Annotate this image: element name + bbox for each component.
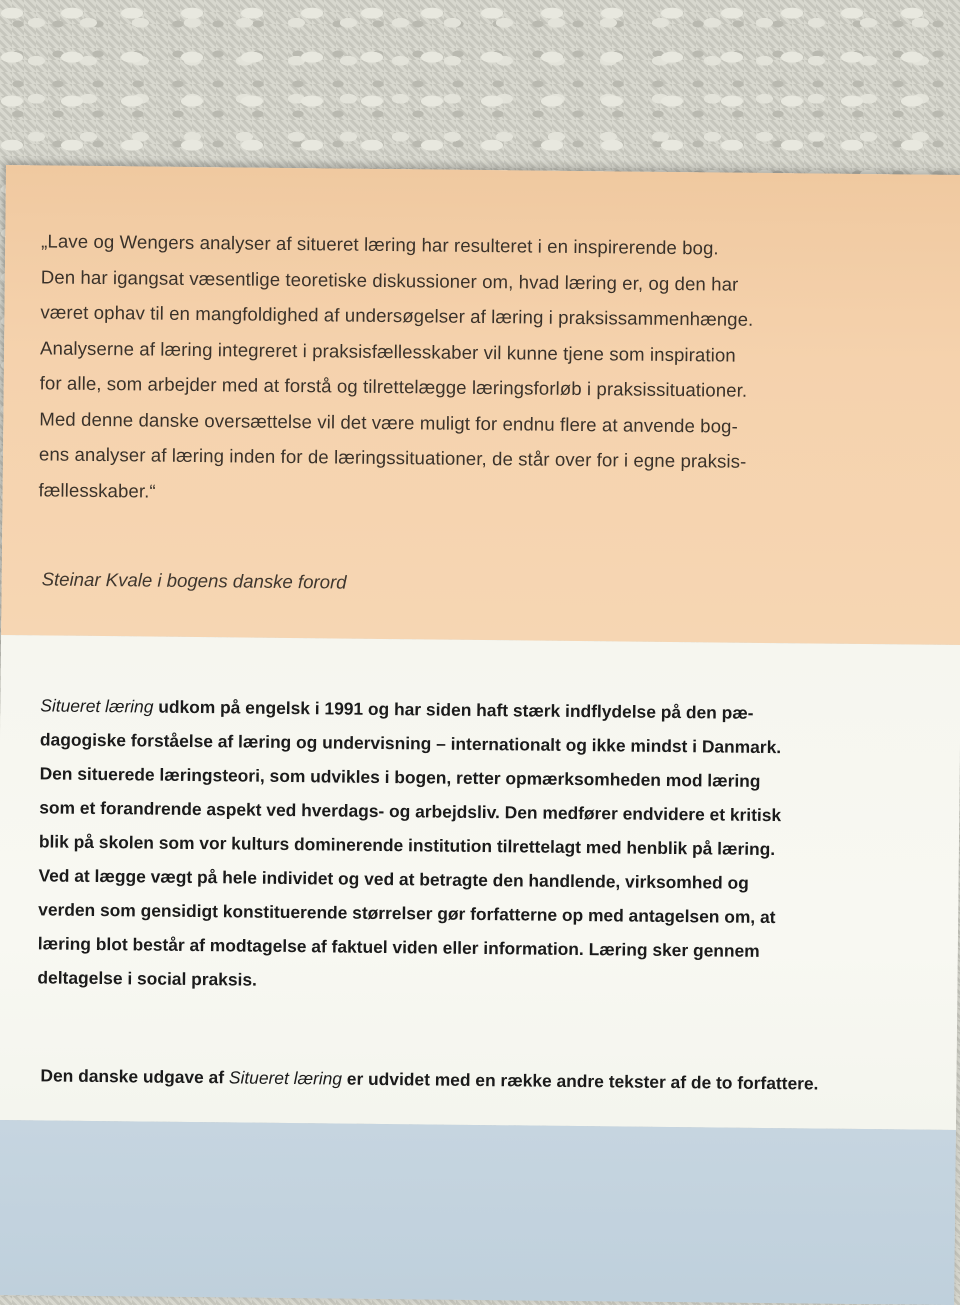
- edition-note-after: er udvidet med en række andre tekster af de to forfattere.: [341, 1068, 819, 1094]
- description-line: dagogiske forståelse af læring og undervisning – internationalt og ikke mindst i Danmark.: [39, 729, 782, 758]
- quote-line: Analyserne af læring integreret i praksisfællesskaber vil kunne tjene som inspiration: [39, 336, 736, 366]
- description-line: verden som gensidigt konstituerende størrelser gør forfatterne op med antagelsen om, at: [38, 899, 776, 928]
- quote-line: „Lave og Wengers analyser af situeret læring har resulteret i en inspirerende bog.: [41, 230, 719, 259]
- edition-note-before: Den danske udgave af: [40, 1065, 230, 1088]
- description-line: læring blot består af modtagelse af faktuel viden eller information. Læring sker gennem: [37, 933, 760, 961]
- quote-line: fællesskaber.“: [38, 478, 156, 502]
- book-description: [37, 688, 920, 1003]
- quote-line: Den har igangsat væsentlige teoretiske diskussioner om, hvad læring er, og den har: [40, 265, 739, 295]
- quote-line: været ophav til en mangfoldighed af undersøgelser af læring i praksissammenhænge.: [40, 301, 754, 330]
- book-back-cover: [0, 165, 960, 1305]
- quote-line: ens analyser af læring inden for de læringssituationer, de står over for i egne praksis-: [38, 443, 747, 472]
- description-line-rest: udkom på engelsk i 1991 og har siden haft stærk indflydelse på den pæ-: [153, 696, 754, 723]
- cover-band-blue: [0, 1120, 956, 1305]
- description-line: blik på skolen som vor kulturs dominerende institution tilrettelagt med henblik på læring.: [38, 831, 776, 860]
- description-line: Den situerede læringsteori, som udvikles i bogen, retter opmærksomheden mod læring: [39, 763, 761, 791]
- quote-attribution: Steinar Kvale i bogens danske forord: [41, 568, 347, 593]
- quote-line: for alle, som arbejder med at forstå og tilrettelægge læringsforløb i praksissituationer.: [39, 372, 748, 401]
- book-title: Situeret læring: [40, 695, 154, 717]
- description-line: deltagelse i social praksis.: [37, 967, 258, 990]
- quote-line: Med denne danske oversættelse vil det være muligt for endnu flere at anvende bog-: [39, 407, 738, 437]
- blurb-quote: [38, 223, 901, 516]
- description-line: som et forandrende aspekt ved hverdags- og arbejdsliv. Den medfører endvidere et kritisk: [39, 797, 782, 826]
- book-title: Situeret læring: [228, 1067, 343, 1089]
- description-line: Ved at lægge vægt på hele individet og ved at betragte den handlende, virksomhed og: [38, 865, 749, 893]
